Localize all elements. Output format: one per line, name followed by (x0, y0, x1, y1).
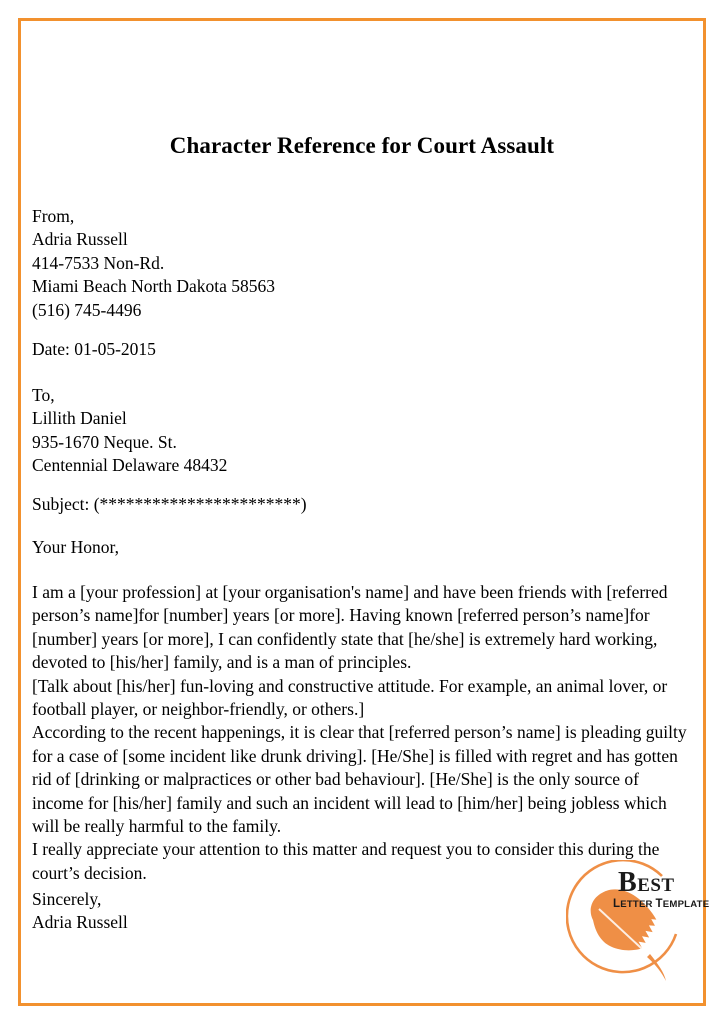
logo-tagline-letter-cap: L (613, 898, 621, 910)
logo-tagline (613, 899, 709, 910)
sender-city-state-zip: Miami Beach North Dakota 58563 (32, 276, 276, 297)
closing-signature-name: Adria Russell (32, 912, 128, 933)
recipient-to-label: To, (32, 385, 55, 405)
sender-name: Adria Russell (32, 229, 128, 250)
letter-body (32, 581, 692, 885)
subject-line: Subject: (***********************) (32, 494, 307, 514)
body-paragraph-1: I am a [your profession] at [your organisation's name] and have been friends with [referred person’s name]for [number] years [or more]. Having known [referred person’s name]for [number] years [or more], I can confidently state that [he/she] is extremely hard working, devoted to [his/her] family, and is a man of principles. (32, 582, 668, 673)
date-block (32, 338, 692, 361)
sender-phone: (516) 745-4496 (32, 299, 142, 320)
logo-tagline-template-rest: EMPLATE (662, 899, 710, 910)
recipient-address-block (32, 384, 692, 478)
page-title: Character Reference for Court Assault (169, 133, 555, 158)
body-paragraph-4: I really appreciate your attention to this matter and request you to consider this during the court’s decision. (32, 839, 660, 883)
logo-wordmark-rest: EST (637, 875, 675, 896)
sender-address-block (32, 205, 692, 322)
best-letter-template-logo (566, 860, 710, 992)
closing-valediction: Sincerely, (32, 889, 102, 909)
sender-street: 414-7533 Non-Rd. (32, 252, 165, 273)
sender-from-label: From, (32, 206, 75, 226)
logo-wordmark (618, 867, 675, 898)
recipient-street: 935-1670 Neque. St. (32, 431, 177, 452)
logo-wordmark-cap: B (618, 867, 638, 898)
logo-tagline-letter-rest: ETTER (620, 899, 656, 910)
logo-tagline-template-cap: T (655, 898, 663, 910)
salutation-line: Your Honor, (32, 537, 119, 557)
date-line: Date: 01-05-2015 (32, 339, 156, 359)
subject-block (32, 493, 692, 516)
salutation-block (32, 536, 692, 559)
recipient-name: Lillith Daniel (32, 408, 127, 429)
recipient-city-state-zip: Centennial Delaware 48432 (32, 455, 228, 476)
body-paragraph-2: [Talk about [his/her] fun-loving and constructive attitude. For example, an animal lover, or football player, or neighbor-friendly, or others.] (32, 675, 668, 720)
body-paragraph-3: According to the recent happenings, it is clear that [referred person’s name] is pleading guilty for a case of [some incident like drunk driving]. [He/She] is filled with regret and has gotten rid of [drinking or malpractices or other bad behaviour]. [He/She] is the only source of income for [his/her] family and such an incident will lead to [him/her] being jobless which will be really harmful to the family. (32, 722, 687, 837)
